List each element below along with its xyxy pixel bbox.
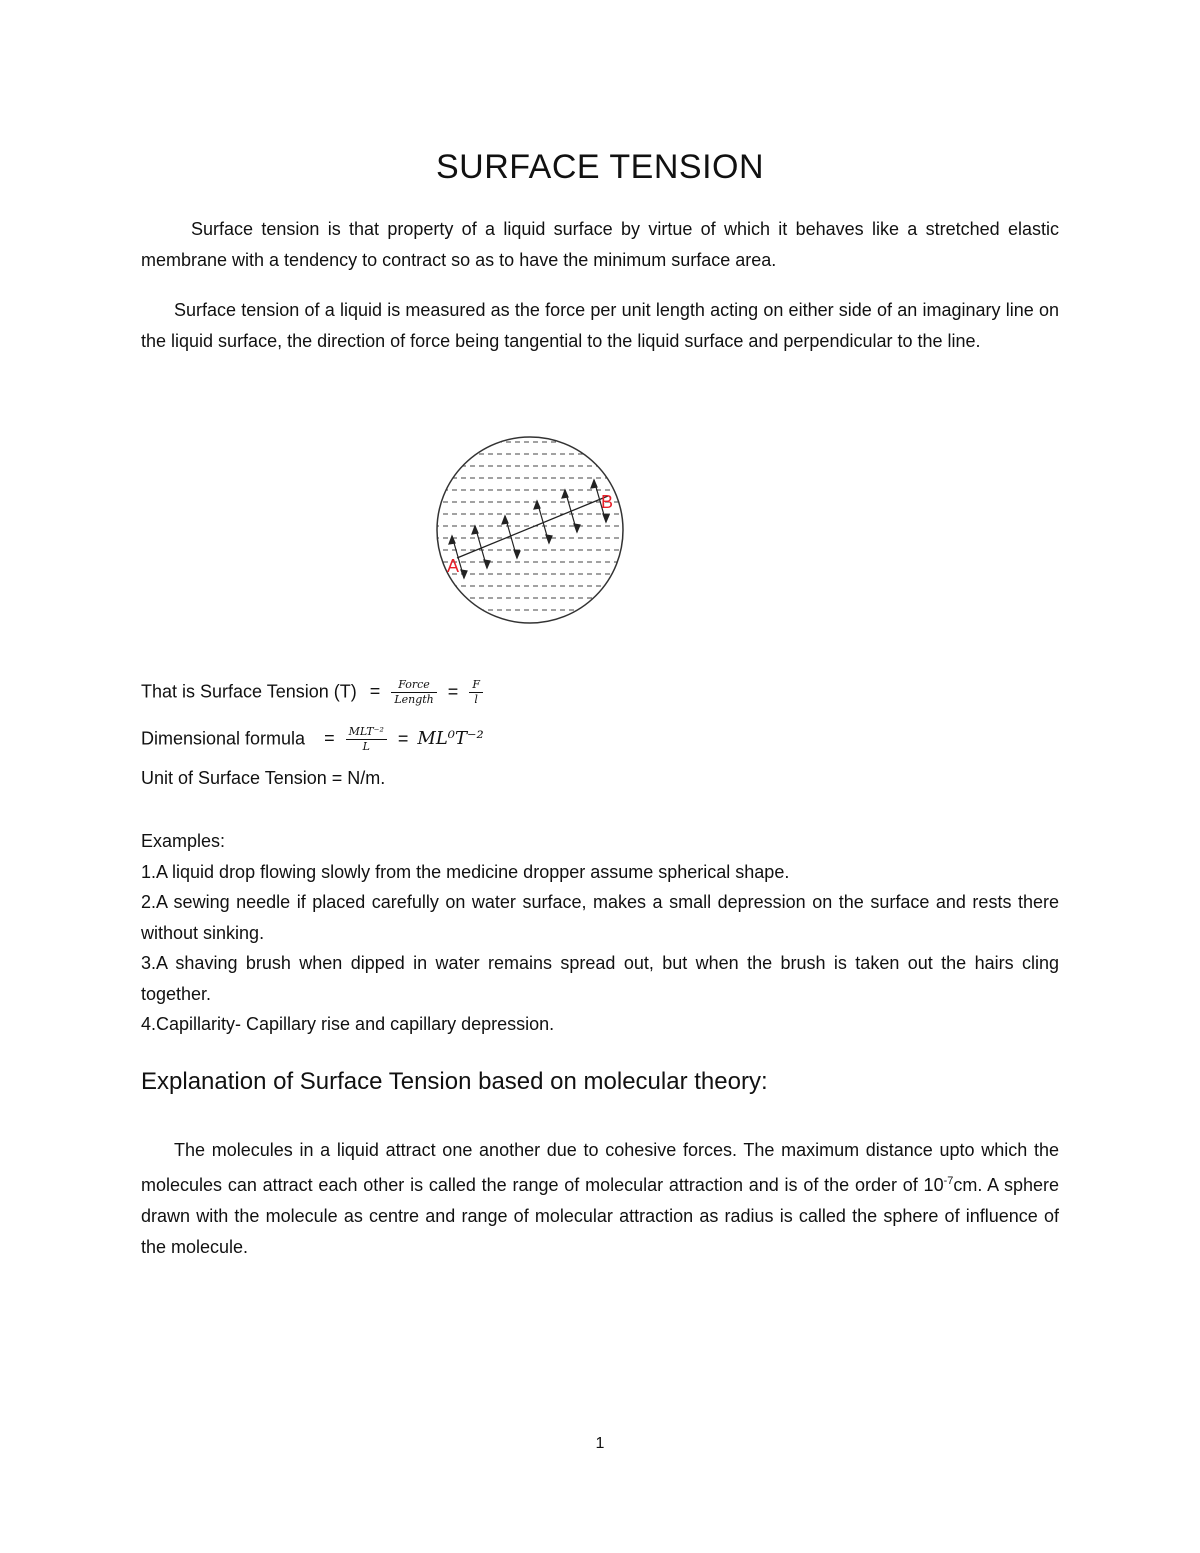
unit-line: Unit of Surface Tension = N/m. xyxy=(141,768,386,788)
molecular-theory-heading: Explanation of Surface Tension based on molecular theory: xyxy=(141,1068,768,1095)
force-numerator: Force xyxy=(391,678,436,693)
dimensional-formula xyxy=(141,725,484,754)
l-denominator: l xyxy=(474,693,478,706)
liquid-drop-outline xyxy=(437,437,623,623)
surface-tension-figure xyxy=(425,428,635,633)
liquid-surface-diagram xyxy=(425,428,635,628)
molecular-theory-paragraph xyxy=(141,1135,1059,1263)
definition-paragraph: Surface tension is that property of a liquid surface by virtue of which it behaves like a stretched elastic membrane with a tendency to contract so as to have the minimum surface area. xyxy=(141,219,1059,270)
point-b-label: B xyxy=(601,492,614,512)
exponent: -7 xyxy=(943,1175,954,1187)
dimensional-label: Dimensional formula xyxy=(141,728,306,749)
liquid-layer-dashes xyxy=(425,442,635,610)
formula-label: That is Surface Tension (T) xyxy=(141,681,357,702)
equals-sign: = xyxy=(397,728,409,749)
l-denominator: L xyxy=(362,740,370,753)
force-over-length-fraction xyxy=(391,678,436,707)
examples-section xyxy=(141,826,1059,1040)
equals-sign: = xyxy=(324,728,335,749)
list-item: 4.Capillarity- Capillary rise and capillary depression. xyxy=(141,1014,555,1034)
surface-tension-formula xyxy=(141,678,489,707)
list-item: 1.A liquid drop flowing slowly from the medicine dropper assume spherical shape. xyxy=(141,861,790,882)
list-item: 2.A sewing needle if placed carefully on water surface, makes a small depression on the surface and rests there without sinking. xyxy=(141,892,1059,943)
molecular-text-part2: cm. A sphere drawn with the molecule as centre and range of molecular attraction as radius is called the sphere of influence of the molecule. xyxy=(141,1175,1059,1257)
page-number: 1 xyxy=(595,1435,605,1452)
examples-heading: Examples: xyxy=(141,831,226,851)
f-numerator: F xyxy=(469,678,483,693)
mlt-over-l-fraction xyxy=(346,725,387,754)
page-title: SURFACE TENSION xyxy=(435,148,765,186)
equals-sign: = xyxy=(369,681,381,702)
f-over-l-fraction xyxy=(469,678,483,707)
list-item: 3.A shaving brush when dipped in water remains spread out, but when the brush is taken out the hairs cling together. xyxy=(141,953,1059,1004)
length-denominator: Length xyxy=(394,693,434,706)
dimensional-result: ML⁰T⁻² xyxy=(417,728,484,750)
measurement-paragraph: Surface tension of a liquid is measured as the force per unit length acting on either side of an imaginary line on the liquid surface, the direction of force being tangential to the liquid surface and perpendicular to the line. xyxy=(141,300,1059,351)
point-a-label: A xyxy=(447,556,460,576)
mlt-numerator: MLT⁻² xyxy=(346,725,387,740)
imaginary-line-ab xyxy=(457,496,608,558)
equals-sign: = xyxy=(447,681,459,702)
molecular-text-part1: The molecules in a liquid attract one another due to cohesive forces. The maximum distance upto which the molecules can attract each other is called the range of molecular attraction and is of the order of 10 xyxy=(141,1140,1059,1195)
